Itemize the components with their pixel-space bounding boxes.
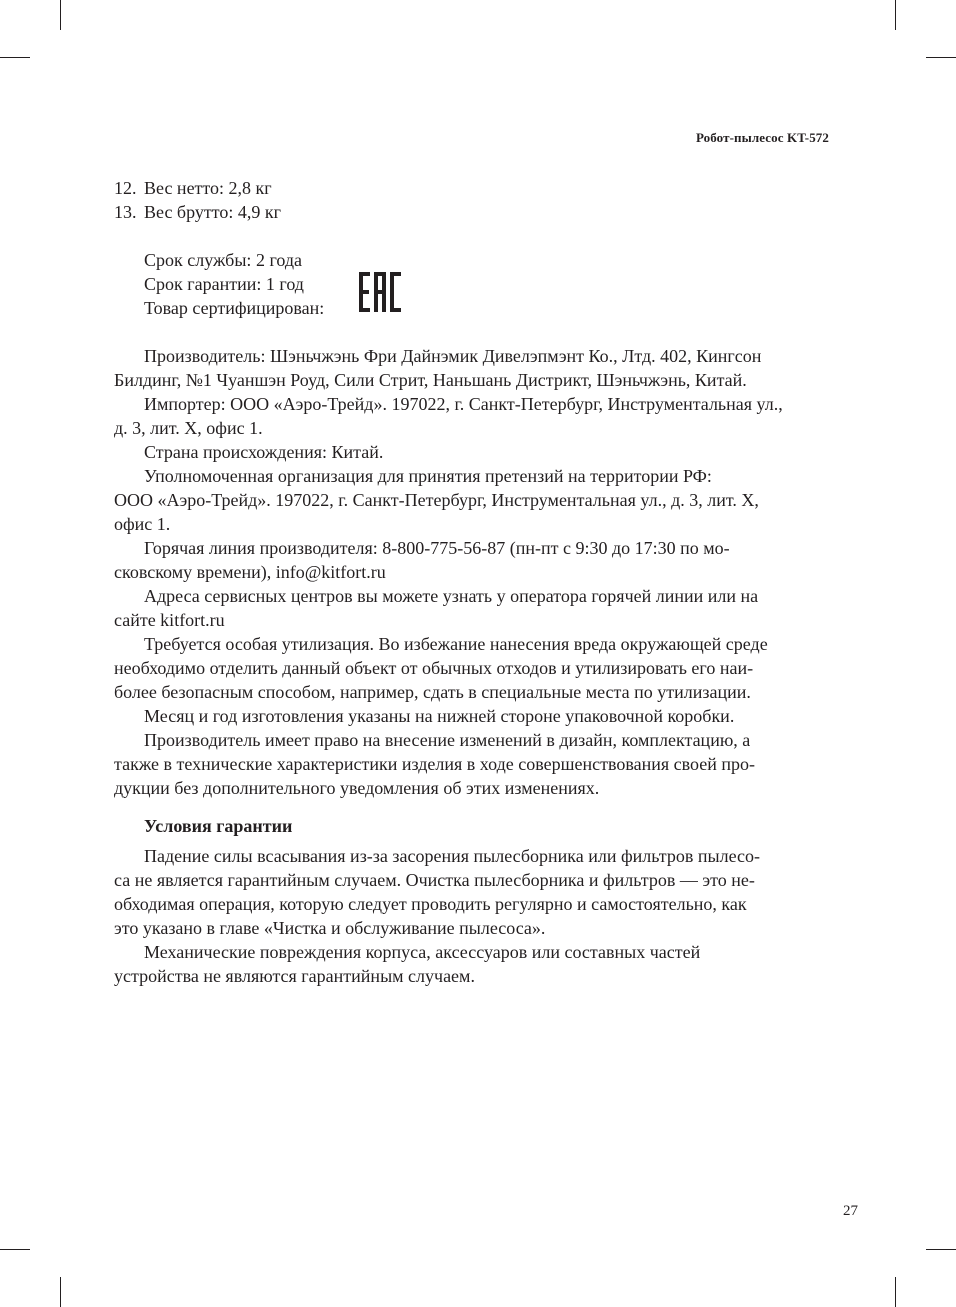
page-content	[114, 176, 830, 988]
crop-mark-bottom-right-h	[926, 1249, 956, 1250]
paragraph-suction-loss: Падение силы всасывания из-за засорения пылесборника или фильтров пылесо- са не является гарантийным случаем. Очистка пылесборника и фильтров — это не- обходимая операция, которую следует проводить регулярно и самостоятельно, как это указано в главе «Чистка и обслуживание пылесоса».	[114, 846, 761, 938]
crop-mark-top-right	[895, 0, 896, 30]
certification-block	[114, 248, 830, 320]
eac-mark-icon	[359, 272, 401, 312]
paragraph-manufacturer: Производитель: Шэньчжэнь Фри Дайнэмик Дивелэпмэнт Ко., Лтд. 402, Кингсон Билдинг, №1 Чуаншэн Роуд, Сили Стрит, Наньшань Дистрикт, Шэньчжэнь, Китай.	[114, 346, 762, 390]
warranty-period: Срок гарантии: 1 год	[144, 274, 304, 294]
service-life: Срок службы: 2 года	[144, 250, 303, 270]
paragraph-authorized-org: Уполномоченная организация для принятия претензий на территории РФ: ООО «Аэро-Трейд». 197022, г. Санкт-Петербург, Инструментальная ул., д. 3, лит. Х, офис 1.	[114, 466, 759, 534]
paragraph-hotline: Горячая линия производителя: 8-800-775-56-87 (пн-пт с 9:30 до 17:30 по мо- сковскому времени), info@kitfort.ru	[114, 538, 730, 582]
paragraph-country: Страна происхождения: Китай.	[144, 442, 384, 462]
section-title-warranty: Условия гарантии	[144, 816, 293, 836]
spec-item-net-weight: 12. Вес нетто: 2,8 кг	[114, 178, 272, 198]
spec-item-gross-weight: 13. Вес брутто: 4,9 кг	[114, 202, 281, 222]
certified-label: Товар сертифицирован:	[144, 298, 325, 318]
spec-list	[114, 176, 830, 224]
page-number: 27	[843, 1203, 858, 1219]
paragraph-changes: Производитель имеет право на внесение изменений в дизайн, комплектацию, а также в технические характеристики изделия в ходе совершенствования своей про- дукции без дополнительного уведомления об этих изменениях.	[114, 730, 755, 798]
crop-mark-top-right-h	[926, 57, 956, 58]
crop-mark-top-left	[60, 0, 61, 30]
crop-mark-bottom-left	[60, 1277, 61, 1307]
paragraph-manufacture-date: Месяц и год изготовления указаны на нижней стороне упаковочной коробки.	[144, 706, 735, 726]
warranty-conditions	[114, 844, 830, 988]
paragraph-service-centers: Адреса сервисных центров вы можете узнать у оператора горячей линии или на сайте kitfort.ru	[114, 586, 759, 630]
crop-mark-top-left-h	[0, 57, 30, 58]
crop-mark-bottom-right	[895, 1277, 896, 1307]
paragraph-importer: Импортер: ООО «Аэро-Трейд». 197022, г. Санкт-Петербург, Инструментальная ул., д. 3, лит. Х, офис 1.	[114, 394, 783, 438]
paragraph-mechanical-damage: Механические повреждения корпуса, аксессуаров или составных частей устройства не являются гарантийным случаем.	[114, 942, 701, 986]
running-header: Робот-пылесос KT-572	[695, 130, 829, 145]
manufacturer-info	[114, 344, 830, 800]
crop-mark-bottom-left-h	[0, 1249, 30, 1250]
paragraph-disposal: Требуется особая утилизация. Во избежание нанесения вреда окружающей среде необходимо отделить данный объект от обычных отходов и утилизировать его наи- более безопасным способом, например, сдать в специальные места по утилизации.	[114, 634, 768, 702]
